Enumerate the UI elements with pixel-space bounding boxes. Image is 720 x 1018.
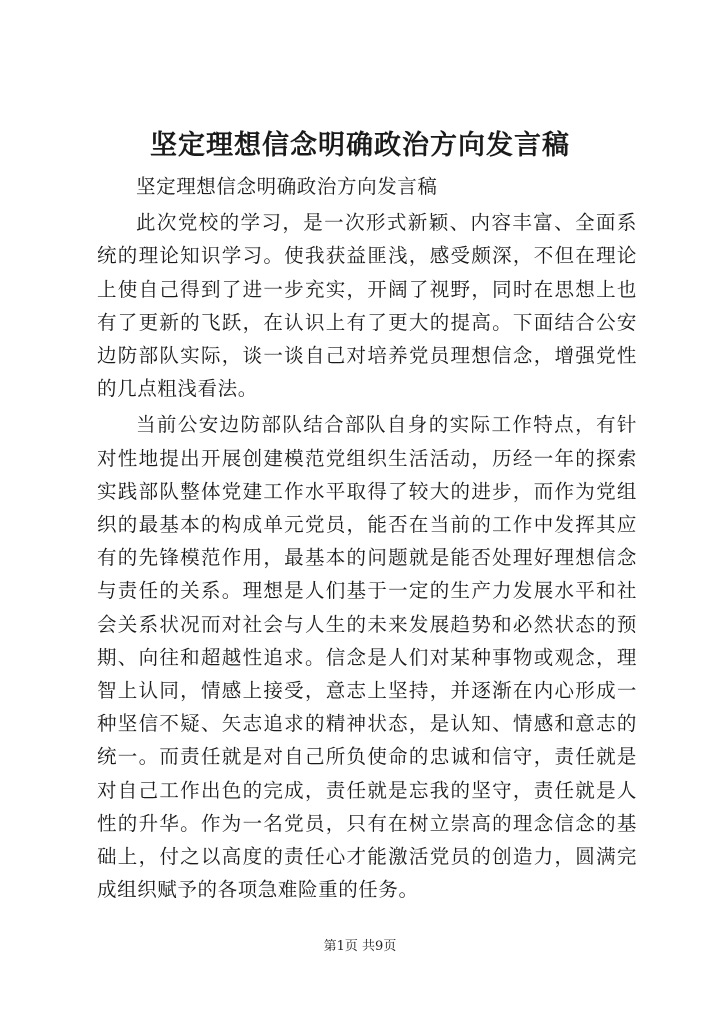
paragraph-main: 当前公安边防部队结合部队自身的实际工作特点，有针对性地提出开展创建模范党组织生活活动，历经一年的探索实践部队整体党建工作水平取得了较大的进步，而作为党组织的最基本的构成单元党员，能否在当前的工作中发挥其应有的先锋模范作用，最基本的问题就是能否处理好理想信念与责任的关系。理想是人们基于一定的生产力发展水平和社会关系状况而对社会与人生的未来发展趋势和必然状态的预期、向往和超越性追求。信念是人们对某种事物或观念，理智上认同，情感上接受，意志上坚持，并逐渐在内心形成一种坚信不疑、矢志追求的精神状态，是认知、情感和意志的统一。而责任就是对自己所负使命的忠诚和信守，责任就是对自己工作出色的完成，责任就是忘我的坚守，责任就是人性的升华。作为一名党员，只有在树立崇高的理念信念的基础上，付之以高度的责任心才能激活党员的创造力，圆满完成组织赋予的各项急难险重的任务。 bbox=[97, 413, 637, 902]
document-title: 坚定理想信念明确政治方向发言稿 bbox=[150, 130, 570, 161]
page-footer bbox=[0, 938, 720, 956]
document-body bbox=[97, 170, 637, 906]
paragraph-subtitle: 坚定理想信念明确政治方向发言稿 bbox=[136, 175, 438, 198]
page-number: 第1页 共9页 bbox=[323, 939, 397, 954]
paragraph-intro: 此次党校的学习，是一次形式新颖、内容丰富、全面系统的理论知识学习。使我获益匪浅，感受颇深，不但在理论上使自己得到了进一步充实，开阔了视野，同时在思想上也有了更新的飞跃，在认识上有了更大的提高。下面结合公安边防部队实际，谈一谈自己对培养党员理想信念，增强党性的几点粗浅看法。 bbox=[97, 211, 637, 401]
